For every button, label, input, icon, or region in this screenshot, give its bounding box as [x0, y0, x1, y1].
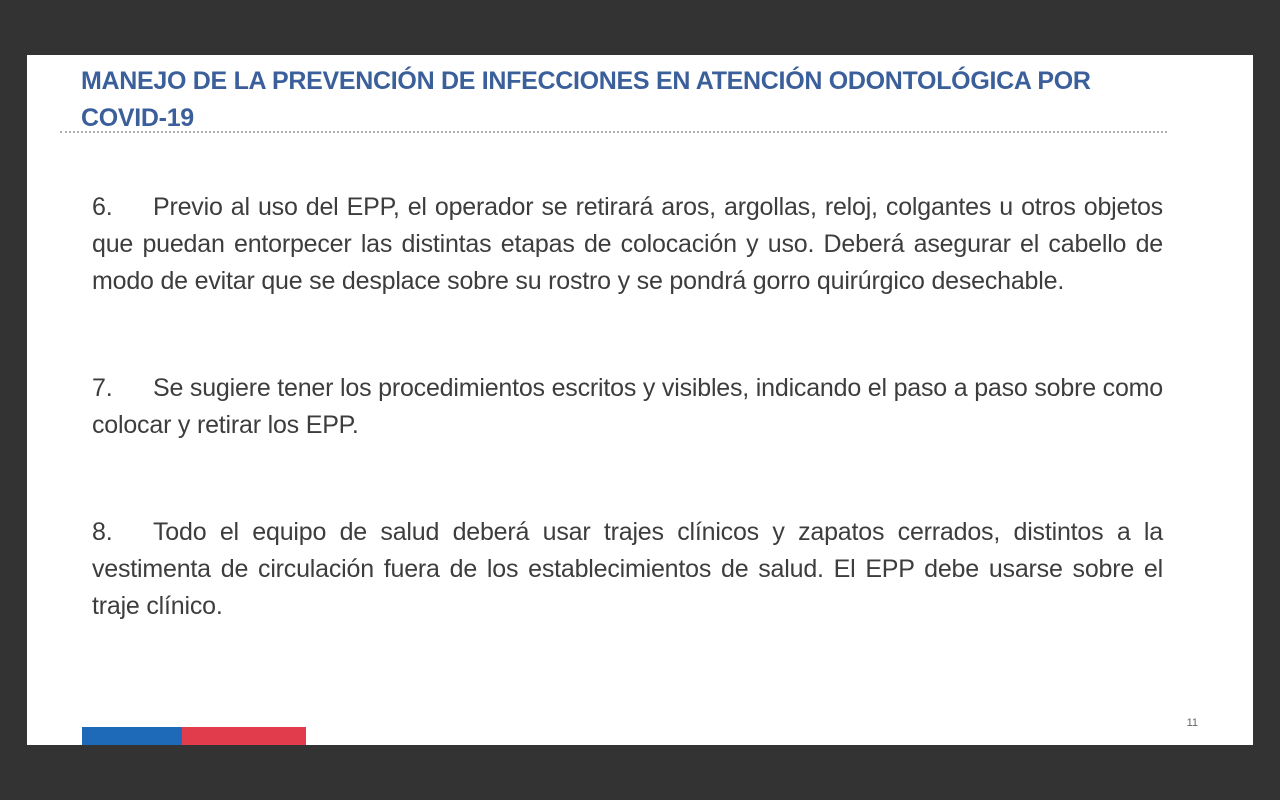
brand-bar-red [182, 727, 306, 745]
list-item-text: Previo al uso del EPP, el operador se retirará aros, argollas, reloj, colgantes u otros objetos que puedan entorpecer las distintas etapas de colocación y uso. Deberá asegurar el cabello de modo de evitar que se desplace sobre su rostro y se pondrá gorro quirúrgico desechable. [92, 193, 1163, 295]
page-number: 11 [1186, 717, 1198, 729]
list-item [92, 514, 1163, 625]
title-divider [60, 131, 1167, 133]
list-item-number: 7. [92, 374, 113, 402]
list-item-number: 6. [92, 193, 113, 221]
list-item [92, 370, 1163, 444]
slide-body [92, 189, 1163, 625]
list-item-number: 8. [92, 518, 113, 546]
slide [27, 55, 1253, 745]
slide-title: MANEJO DE LA PREVENCIÓN DE INFECCIONES EN ATENCIÓN ODONTOLÓGICA POR COVID-19 [81, 67, 1091, 132]
list-item-text: Se sugiere tener los procedimientos escritos y visibles, indicando el paso a paso sobre como colocar y retirar los EPP. [92, 374, 1163, 439]
brand-bar-blue [82, 727, 182, 745]
list-item [92, 189, 1163, 300]
list-item-text: Todo el equipo de salud deberá usar trajes clínicos y zapatos cerrados, distintos a la vestimenta de circulación fuera de los establecimientos de salud. El EPP debe usarse sobre el traje clínico. [92, 518, 1163, 620]
